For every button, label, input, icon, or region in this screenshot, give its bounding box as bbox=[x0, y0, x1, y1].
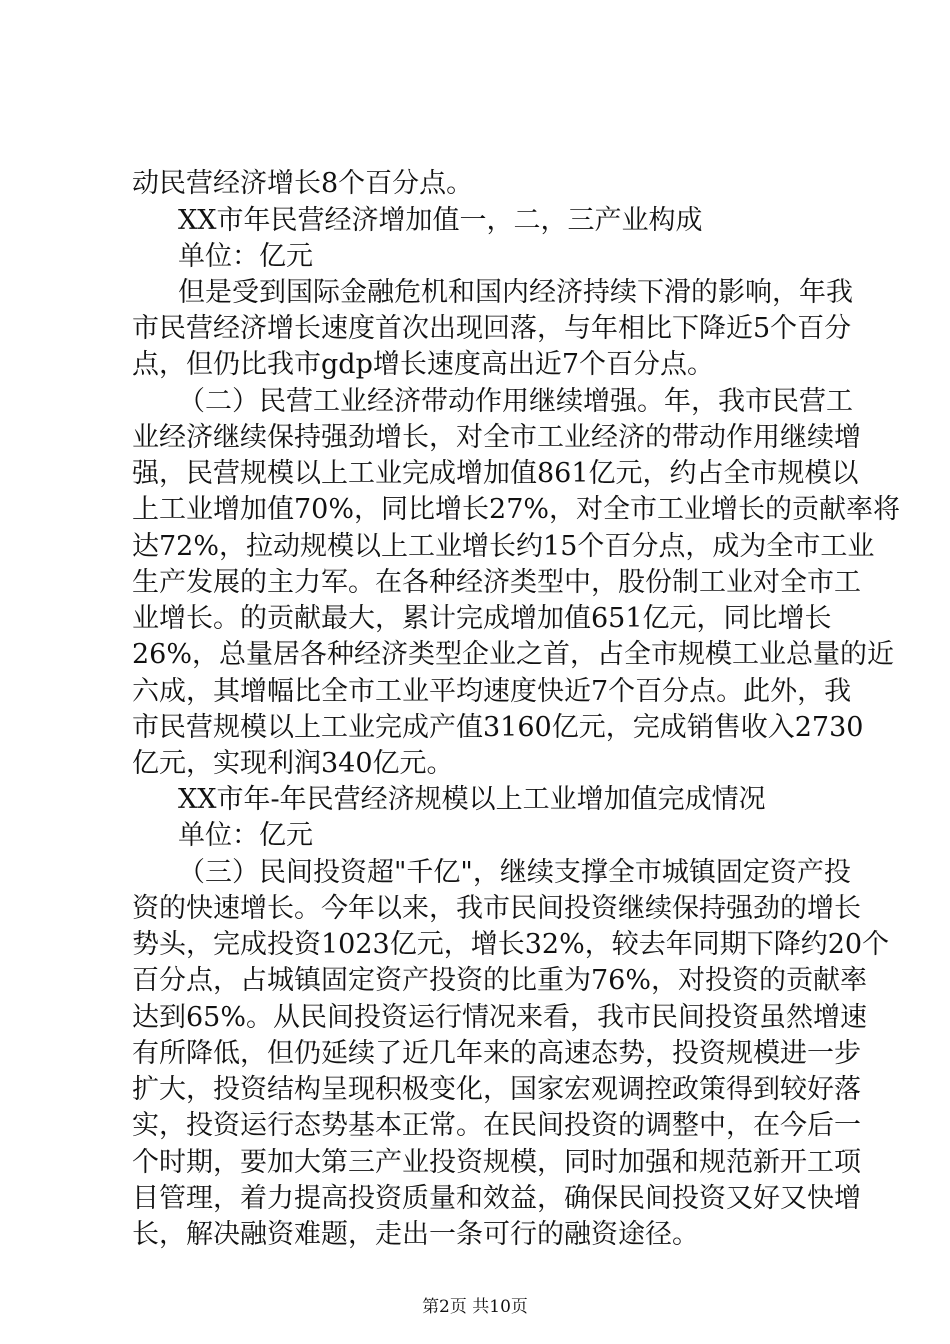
text-line: 实，投资运行态势基本正常。在民间投资的调整中，在今后一 bbox=[132, 1110, 861, 1141]
text-line: 上工业增加值70%，同比增长27%，对全市工业增长的贡献率将 bbox=[132, 494, 901, 525]
text-line: 有所降低，但仍延续了近几年来的高速态势，投资规模进一步 bbox=[132, 1038, 861, 1069]
section-heading-line: （三）民间投资超"千亿"，继续支撑全市城镇固定资产投 bbox=[178, 857, 851, 888]
table-caption: XX市年民营经济增加值一，二，三产业构成 bbox=[178, 205, 703, 236]
text-line: 生产发展的主力军。在各种经济类型中，股份制工业对全市工 bbox=[132, 567, 861, 598]
table-caption: XX市年-年民营经济规模以上工业增加值完成情况 bbox=[178, 784, 766, 815]
text-line: 业增长。的贡献最大，累计完成增加值651亿元，同比增长 bbox=[132, 603, 832, 634]
text-line: 达72%，拉动规模以上工业增长约15个百分点，成为全市工业 bbox=[132, 531, 875, 562]
text-line: 资的快速增长。今年以来，我市民间投资继续保持强劲的增长 bbox=[132, 893, 861, 924]
page-number-footer: 第2页 共10页 bbox=[422, 1297, 528, 1317]
text-line: 动民营经济增长8个百分点。 bbox=[132, 168, 474, 199]
text-line: 百分点，占城镇固定资产投资的比重为76%，对投资的贡献率 bbox=[132, 965, 868, 996]
text-line: 扩大，投资结构呈现积极变化，国家宏观调控政策得到较好落 bbox=[132, 1074, 861, 1105]
text-line: 势头，完成投资1023亿元，增长32%，较去年同期下降约20个 bbox=[132, 929, 890, 960]
section-heading-line: （二）民营工业经济带动作用继续增强。年，我市民营工 bbox=[178, 386, 853, 417]
text-line: 26%，总量居各种经济类型企业之首，占全市规模工业总量的近 bbox=[132, 639, 895, 670]
text-line: 业经济继续保持强劲增长，对全市工业经济的带动作用继续增 bbox=[132, 422, 861, 453]
text-line: 亿元，实现利润340亿元。 bbox=[132, 748, 454, 779]
text-line: 市民营规模以上工业完成产值3160亿元，完成销售收入2730 bbox=[132, 712, 864, 743]
text-line: 点，但仍比我市gdp增长速度高出近7个百分点。 bbox=[132, 349, 715, 380]
unit-label: 单位：亿元 bbox=[178, 241, 313, 272]
text-line: 强，民营规模以上工业完成增加值861亿元，约占全市规模以 bbox=[132, 458, 859, 489]
text-line: 个时期，要加大第三产业投资规模，同时加强和规范新开工项 bbox=[132, 1147, 861, 1178]
unit-label: 单位：亿元 bbox=[178, 820, 313, 851]
text-line: 长，解决融资难题，走出一条可行的融资途径。 bbox=[132, 1219, 699, 1250]
text-line: 六成，其增幅比全市工业平均速度快近7个百分点。此外，我 bbox=[132, 676, 852, 707]
text-line: 达到65%。从民间投资运行情况来看，我市民间投资虽然增速 bbox=[132, 1002, 868, 1033]
text-line: 但是受到国际金融危机和国内经济持续下滑的影响，年我 bbox=[178, 277, 853, 308]
text-line: 市民营经济增长速度首次出现回落，与年相比下降近5个百分 bbox=[132, 313, 852, 344]
text-line: 目管理，着力提高投资质量和效益，确保民间投资又好又快增 bbox=[132, 1183, 861, 1214]
